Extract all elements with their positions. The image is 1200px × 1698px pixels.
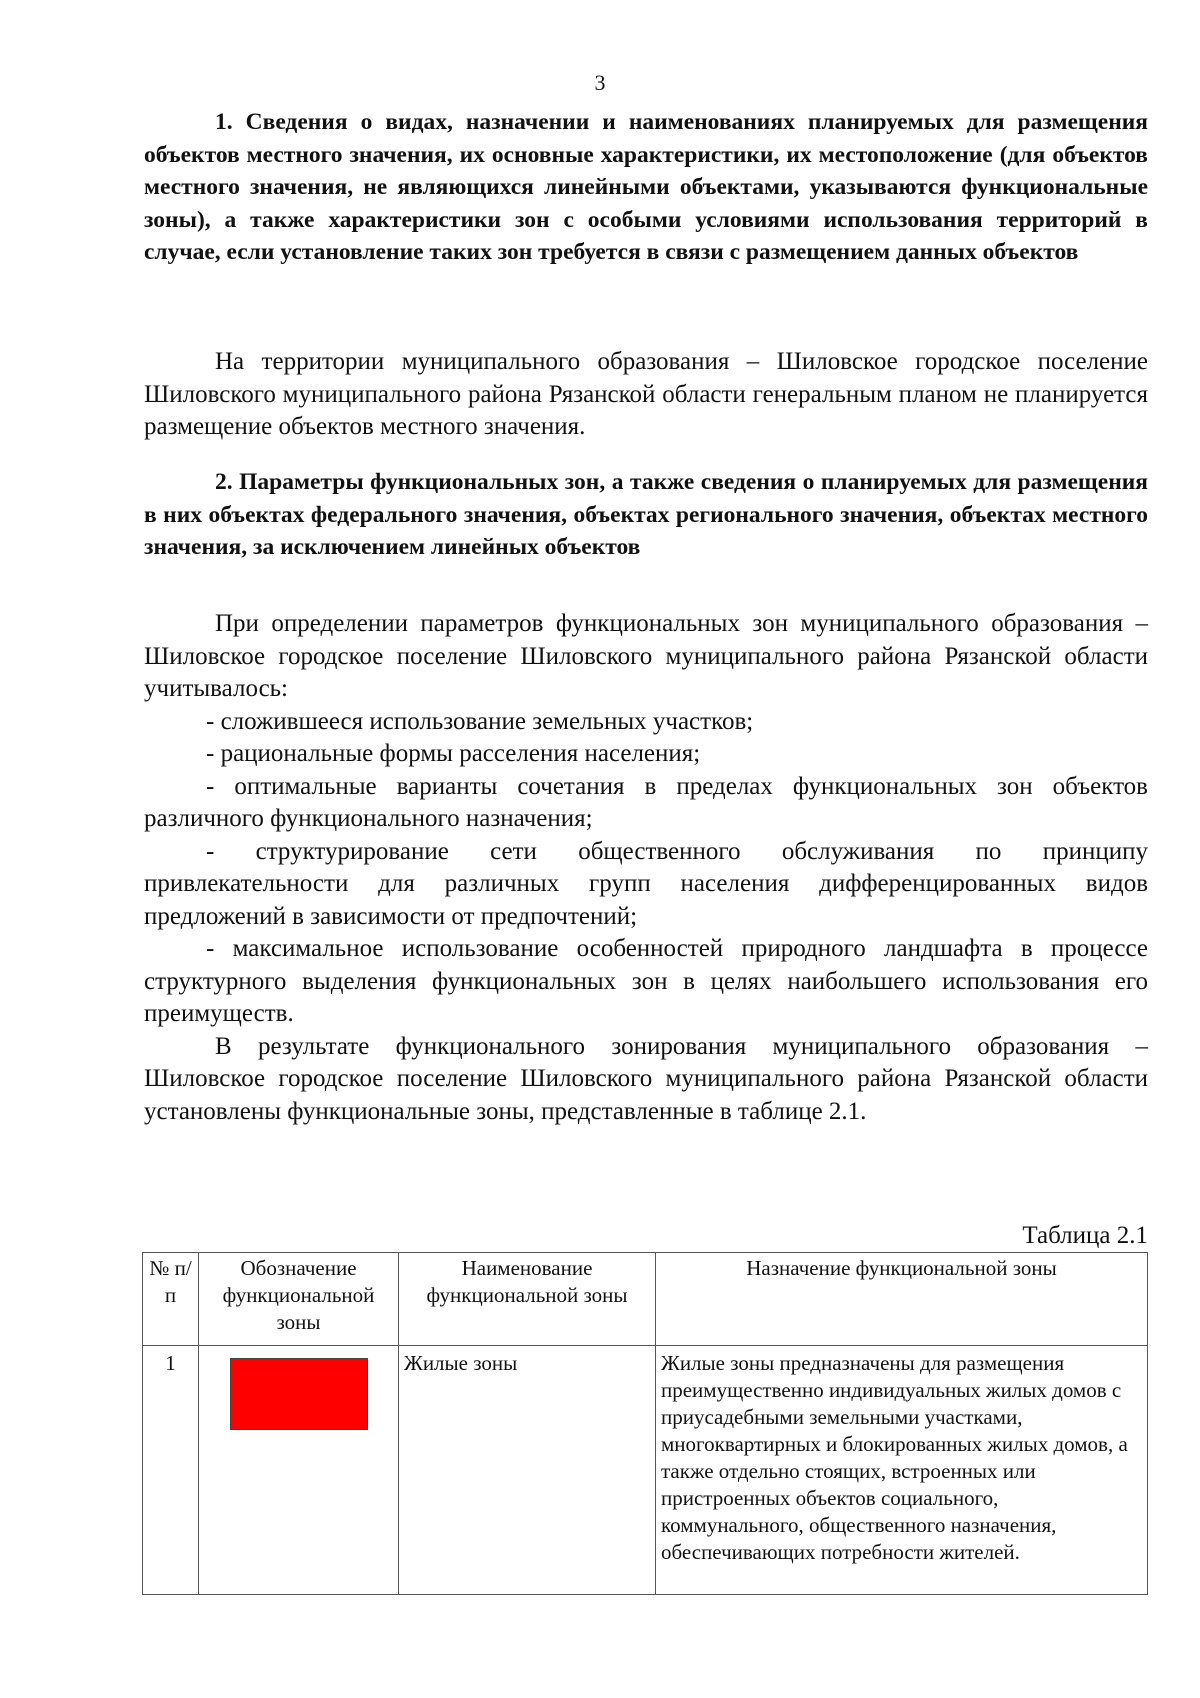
header-designation: Обозначение функциональной зоны [199, 1253, 399, 1346]
section-1-text: На территории муниципального образования – Шиловское городское поселение Шиловского муниципального района Рязанской области генеральным планом не планируется размещение объектов местного значения. [144, 348, 1148, 440]
section-1-heading: 1. Сведения о видах, назначении и наименованиях планируемых для размещения объектов местного значения, их основные характеристики, их местоположение (для объектов местного значения, не являющихся линейными объектами, указываются функциональные зоны), а также характеристики зон с особыми условиями использования территорий в случае, если установление таких зон требуется в связи с размещением данных объектов [144, 109, 1148, 265]
row-number: 1 [143, 1346, 199, 1595]
list-item: - максимальное использование особенностей природного ландшафта в процессе структурного выделения функциональных зон в целях наибольшего использования его преимуществ. [144, 935, 1148, 1027]
section-1-text-block [144, 346, 1148, 444]
section-2-result: В результате функционального зонирования муниципального образования – Шиловское городское поселение Шиловского муниципального района Рязанской области установлены функциональные зоны, представленные в таблице 2.1. [144, 1032, 1148, 1125]
section-2-body [144, 608, 1148, 1128]
designation-cell [199, 1346, 399, 1595]
section-2-intro: При определении параметров функциональных зон муниципального образования – Шиловское городское поселение Шиловского муниципального района Рязанской области учитывалось: [144, 610, 1148, 702]
zone-color-swatch [230, 1358, 368, 1430]
table-row [143, 1346, 1148, 1595]
table-caption: Таблица 2.1 [1022, 1222, 1148, 1249]
list-item: - рациональные формы расселения населения; [206, 740, 701, 767]
list-item: - сложившееся использование земельных участков; [206, 707, 754, 735]
functional-zones-table [142, 1252, 1148, 1595]
zone-purpose: Жилые зоны предназначены для размещения преимущественно индивидуальных жилых домов с приусадебными земельными участками, многоквартирных и блокированных жилых домов, а также отдельно стоящих, встроенных или пристроенных объектов социального, коммунального, общественного назначения, обеспечивающих потребности жителей. [656, 1346, 1148, 1595]
header-number: № п/п [143, 1253, 199, 1346]
section-2-heading: 2. Параметры функциональных зон, а также сведения о планируемых для размещения в них объектах федерального значения, объектах регионального значения, объектах местного значения, за исключением линейных объектов [144, 469, 1148, 560]
page-number: 3 [594, 70, 606, 95]
list-item: - структурирование сети общественного обслуживания по принципу привлекательности для различных групп населения дифференцированных видов предложений в зависимости от предпочтений; [144, 837, 1148, 930]
section-1-heading-block [144, 106, 1148, 269]
header-purpose: Назначение функциональной зоны [656, 1253, 1148, 1346]
zone-name: Жилые зоны [399, 1346, 656, 1595]
header-name: Наименование функциональной зоны [399, 1253, 656, 1346]
table-header-row [143, 1253, 1148, 1346]
list-item: - оптимальные варианты сочетания в пределах функциональных зон объектов различного функционального назначения; [144, 772, 1148, 832]
section-2-heading-block [144, 466, 1148, 564]
